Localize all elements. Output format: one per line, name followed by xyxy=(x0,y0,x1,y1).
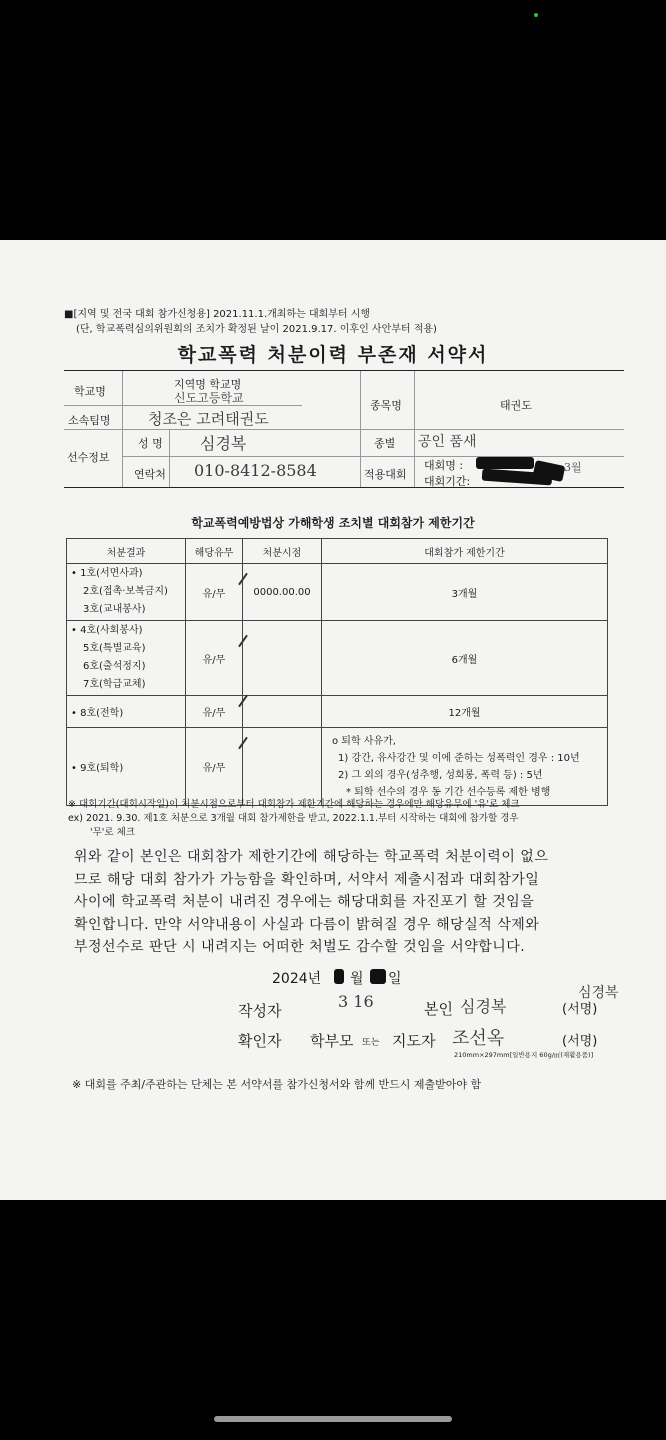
disposition-item: • 1호(서면사과) xyxy=(71,568,143,579)
date-cell: 0000.00.00 xyxy=(243,564,322,621)
table-row xyxy=(67,621,608,696)
disposition-item: • 9호(퇴학) xyxy=(67,728,186,806)
player-label: 선수정보 xyxy=(67,451,110,464)
limit-cell: 12개월 xyxy=(322,696,608,728)
school-handwritten: 신도고등학교 xyxy=(174,391,244,405)
date-cell xyxy=(243,696,322,728)
col-header: 처분시점 xyxy=(243,539,322,564)
footer-note: ※ 대회를 주최/주관하는 단체는 본 서약서를 참가신청서와 함께 반드시 제출받아야 함 xyxy=(72,1078,482,1091)
name-label: 성 명 xyxy=(138,437,163,450)
or-label: 또는 xyxy=(362,1038,380,1048)
redaction xyxy=(370,969,386,984)
date-handwritten: 3 16 xyxy=(338,992,374,1011)
col-header: 해당유무 xyxy=(186,539,243,564)
pledge-text xyxy=(74,846,614,959)
table-row xyxy=(67,696,608,728)
col-header: 처분결과 xyxy=(67,539,186,564)
disposition-item: • 4호(사회봉사) xyxy=(71,625,143,636)
disposition-item: • 8호(전학) xyxy=(67,696,186,728)
date-year: 2024년 xyxy=(272,971,322,987)
limit-cell: 3개월 xyxy=(322,564,608,621)
expulsion-note: o 퇴학 사유가, xyxy=(332,735,396,747)
contact-handwritten: 010-8412-8584 xyxy=(194,461,317,480)
document-title: 학교폭력 처분이력 부존재 서약서 xyxy=(177,344,489,366)
table-row xyxy=(67,564,608,621)
comp-period-label: 대회기간: xyxy=(424,475,471,488)
name-handwritten: 심경복 xyxy=(200,434,247,453)
disposition-item: 2호(접촉·보복금지) xyxy=(83,586,168,597)
date-day-label: 일 xyxy=(388,971,402,987)
self-label: 본인 xyxy=(424,1000,453,1018)
disposition-item: 3호(교내봉사) xyxy=(83,604,146,615)
expulsion-note: 1) 강간, 유사강간 및 이에 준하는 성폭력인 경우 : 10년 xyxy=(338,752,580,764)
note-2: ex) 2021. 9.30. 제1호 처분으로 3개월 대회 참가제한을 받고, 2022.1.1.부터 시작하는 대회에 참가할 경우 xyxy=(68,813,519,824)
pledge-line: 사이에 학교폭력 처분이 내려진 경우에는 해당대회를 자진포기 할 것임을 xyxy=(74,894,535,910)
comp-extra: 3월 xyxy=(564,461,582,474)
applicable-cell: 유/무 xyxy=(186,728,243,806)
info-table xyxy=(64,370,624,488)
header-line-2: (단, 학교폭력심의위원회의 조치가 확정된 날이 2021.9.17. 이후인 사안부터 적용) xyxy=(76,324,437,335)
expulsion-note: 2) 그 외의 경우(성추행, 성희롱, 폭력 등) : 5년 xyxy=(338,769,543,781)
sign2-label: (서명) xyxy=(562,1034,598,1049)
col-header: 대회참가 제한기간 xyxy=(322,539,608,564)
disposition-item: 7호(학급교체) xyxy=(83,679,146,690)
paper-spec: 210mm×297mm[일반용지 60g/㎡(재활용품)] xyxy=(454,1051,594,1059)
applicable-cell: 유/무 xyxy=(186,564,243,621)
coach-handwritten: 조선옥 xyxy=(452,1028,505,1049)
status-indicator xyxy=(534,13,538,17)
applicable-cell: 유/무 xyxy=(186,621,243,696)
category-label: 종별 xyxy=(374,437,396,450)
pledge-line: 부정선수로 판단 시 내려지는 어떠한 처벌도 감수할 것임을 서약합니다. xyxy=(74,939,526,955)
contact-label: 연락처 xyxy=(134,468,166,481)
applicable-cell: 유/무 xyxy=(186,696,243,728)
school-label: 학교명 xyxy=(74,385,106,398)
date-cell xyxy=(243,728,322,806)
home-indicator xyxy=(214,1416,452,1422)
self-handwritten: 심경복 xyxy=(460,997,507,1016)
event-label: 종목명 xyxy=(370,399,402,412)
expulsion-note: * 퇴학 선수의 경우 동 기간 선수등록 제한 병행 xyxy=(346,786,551,798)
restriction-subtitle: 학교폭력예방법상 가해학생 조치별 대회참가 제한기간 xyxy=(191,516,475,530)
note-1: ※ 대회기간(대회시작일)이 처분시점으로부터 대회참가 제한기간에 해당하는 경우에만 해당유무에 '유'로 체크 xyxy=(68,799,520,810)
restriction-table xyxy=(66,538,608,806)
sign1-label: (서명) xyxy=(562,1002,598,1017)
confirmer-label: 확인자 xyxy=(238,1032,282,1050)
pledge-line: 위와 같이 본인은 대회참가 제한기간에 해당하는 학교폭력 처분이력이 없으 xyxy=(74,849,549,865)
limit-cell: 6개월 xyxy=(322,621,608,696)
coach-label: 지도자 xyxy=(392,1032,436,1050)
pledge-line: 확인합니다. 만약 서약내용이 사실과 다름이 밝혀질 경우 해당실적 삭제와 xyxy=(74,916,540,933)
redaction xyxy=(334,969,344,984)
team-label: 소속팀명 xyxy=(68,414,111,427)
disposition-item: 6호(출석정지) xyxy=(83,661,146,672)
comp-name-label: 대회명 : xyxy=(424,459,464,472)
header-line-1: ■[지역 및 전국 대회 참가신청용] 2021.11.1.개최하는 대회부터 시행 xyxy=(64,309,371,320)
redaction xyxy=(476,457,534,469)
sign1-handwritten: 심경복 xyxy=(578,985,619,1001)
applied-label: 적용대회 xyxy=(364,468,407,481)
date-cell xyxy=(243,621,322,696)
writer-label: 작성자 xyxy=(238,1002,282,1020)
table-row xyxy=(67,728,608,806)
team-handwritten: 청조은 고려태권도 xyxy=(148,410,269,428)
parent-label: 학부모 xyxy=(310,1032,354,1050)
category-handwritten: 공인 품새 xyxy=(418,434,477,450)
disposition-item: 5호(특별교육) xyxy=(83,643,146,654)
event-value: 태권도 xyxy=(500,399,532,412)
school-printed: 지역명 학교명 xyxy=(174,378,242,391)
date-month-label: 월 xyxy=(350,971,364,987)
note-3: '무'로 체크 xyxy=(90,827,135,838)
pledge-line: 므로 해당 대회 참가가 가능함을 확인하며, 서약서 제출시점과 대회참가일 xyxy=(74,871,540,888)
document-photo xyxy=(0,240,666,1200)
